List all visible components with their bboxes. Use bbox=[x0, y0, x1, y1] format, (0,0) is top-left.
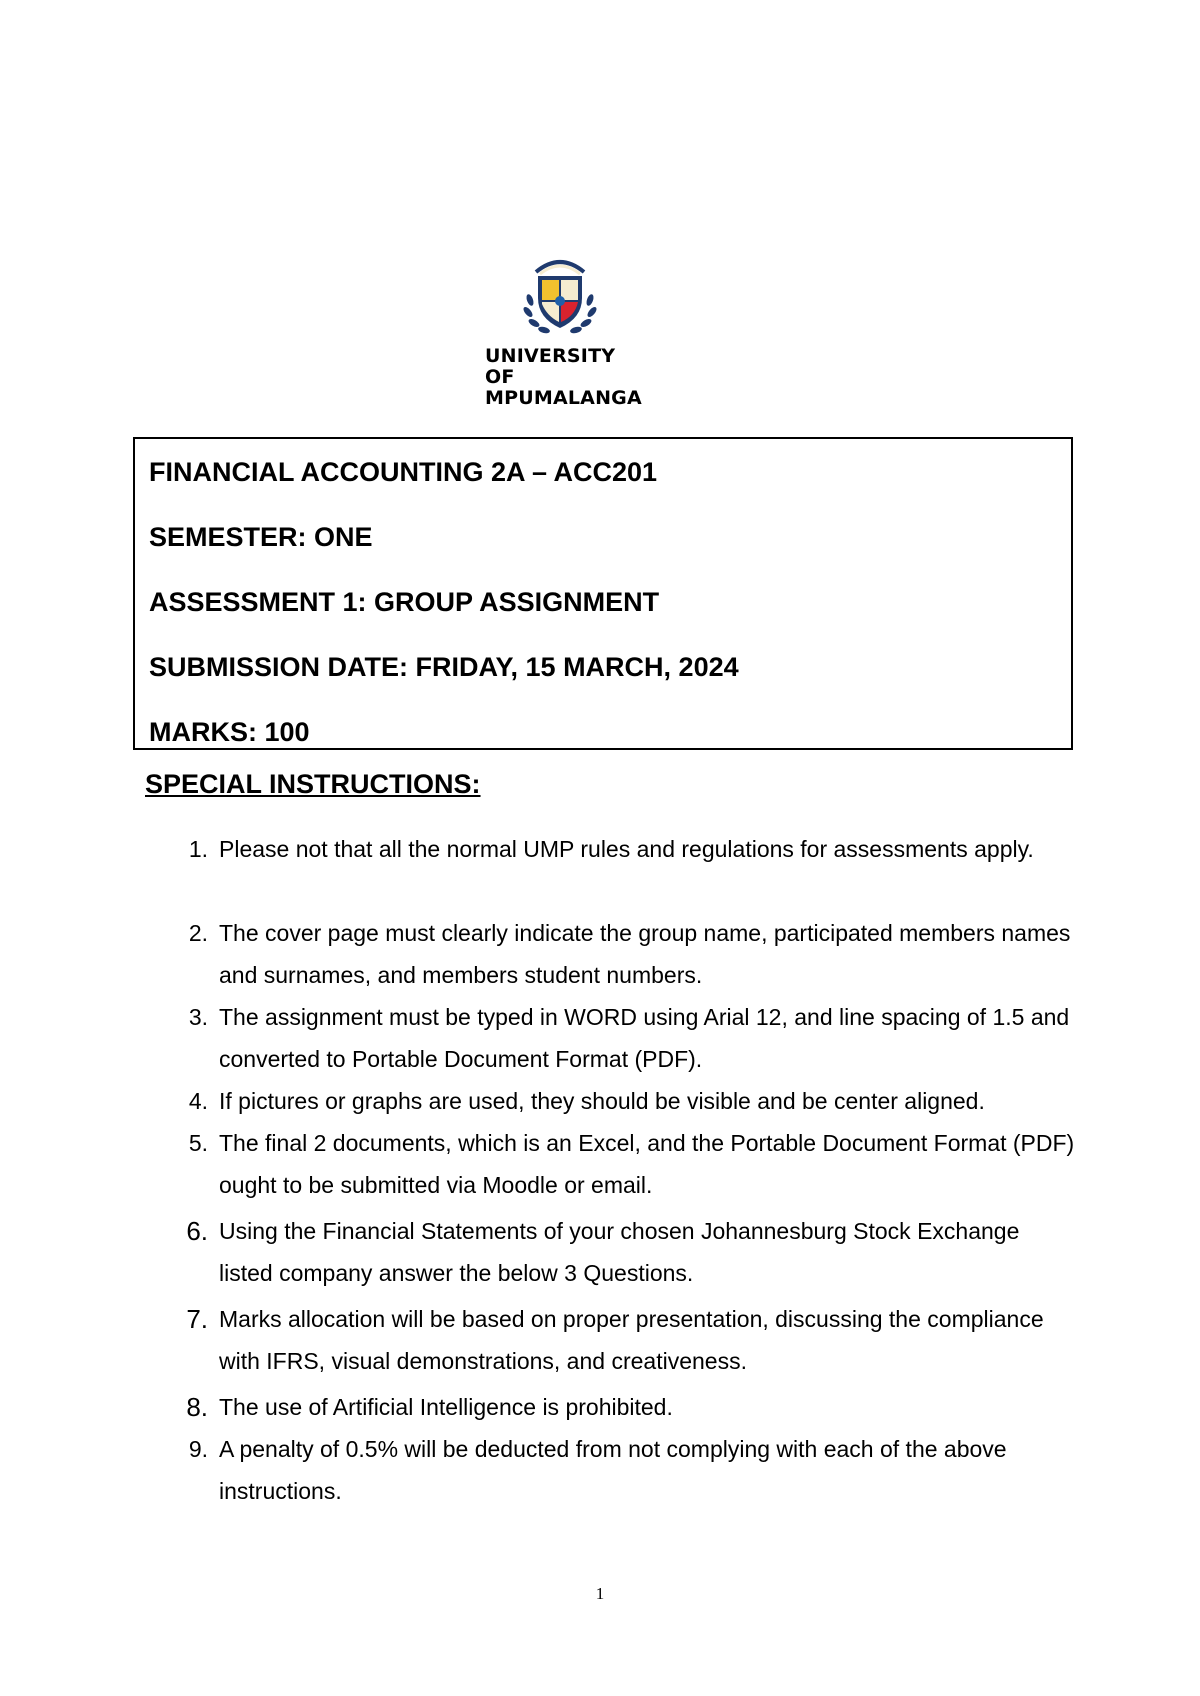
semester-line: SEMESTER: ONE bbox=[149, 522, 373, 552]
list-item-number: 8. bbox=[186, 1392, 208, 1422]
university-logo bbox=[475, 250, 645, 409]
list-item-number: 2. bbox=[188, 920, 208, 946]
list-item-text: Using the Financial Statements of your chosen Johannesburg Stock Exchange listed company answer the below 3 Questions. bbox=[219, 1218, 1020, 1286]
list-item-number: 9. bbox=[188, 1436, 208, 1462]
list-item-number: 5. bbox=[188, 1130, 208, 1156]
list-item-number: 7. bbox=[186, 1304, 208, 1334]
submission-date-line: SUBMISSION DATE: FRIDAY, 15 MARCH, 2024 bbox=[149, 652, 739, 682]
marks-line: MARKS: 100 bbox=[149, 717, 310, 747]
list-item-text: The use of Artificial Intelligence is prohibited. bbox=[219, 1394, 673, 1420]
course-title: FINANCIAL ACCOUNTING 2A – ACC201 bbox=[149, 457, 658, 487]
list-item-number: 4. bbox=[188, 1088, 208, 1114]
list-item-text: The assignment must be typed in WORD using Arial 12, and line spacing of 1.5 and converted to Portable Document Format (PDF). bbox=[219, 1004, 1070, 1072]
logo-line-1: UNIVERSITY OF bbox=[485, 345, 616, 388]
list-item-number: 1. bbox=[188, 836, 208, 862]
special-instructions-heading: SPECIAL INSTRUCTIONS: bbox=[145, 769, 481, 799]
list-item-text: Marks allocation will be based on proper presentation, discussing the compliance with IFRS, visual demonstrations, and creativeness. bbox=[219, 1306, 1044, 1374]
list-item-text: Please not that all the normal UMP rules and regulations for assessments apply. bbox=[219, 836, 1034, 862]
list-item-number: 6. bbox=[186, 1216, 208, 1246]
list-item-text: A penalty of 0.5% will be deducted from not complying with each of the above instructions. bbox=[219, 1436, 1007, 1504]
list-item-text: The final 2 documents, which is an Excel, and the Portable Document Format (PDF) ought to be submitted via Moodle or email. bbox=[219, 1130, 1075, 1198]
university-logo-text bbox=[485, 346, 645, 409]
assessment-line: ASSESSMENT 1: GROUP ASSIGNMENT bbox=[149, 587, 660, 617]
assessment-info-box bbox=[133, 437, 1073, 750]
list-item-text: If pictures or graphs are used, they should be visible and be center aligned. bbox=[219, 1088, 985, 1114]
university-crest-icon bbox=[520, 250, 600, 340]
page-number: 1 bbox=[595, 1584, 605, 1603]
logo-line-2: MPUMALANGA bbox=[485, 387, 642, 409]
list-item-number: 3. bbox=[188, 1004, 208, 1030]
list-item-text: The cover page must clearly indicate the group name, participated members names and surnames, and members student numbers. bbox=[219, 920, 1071, 988]
